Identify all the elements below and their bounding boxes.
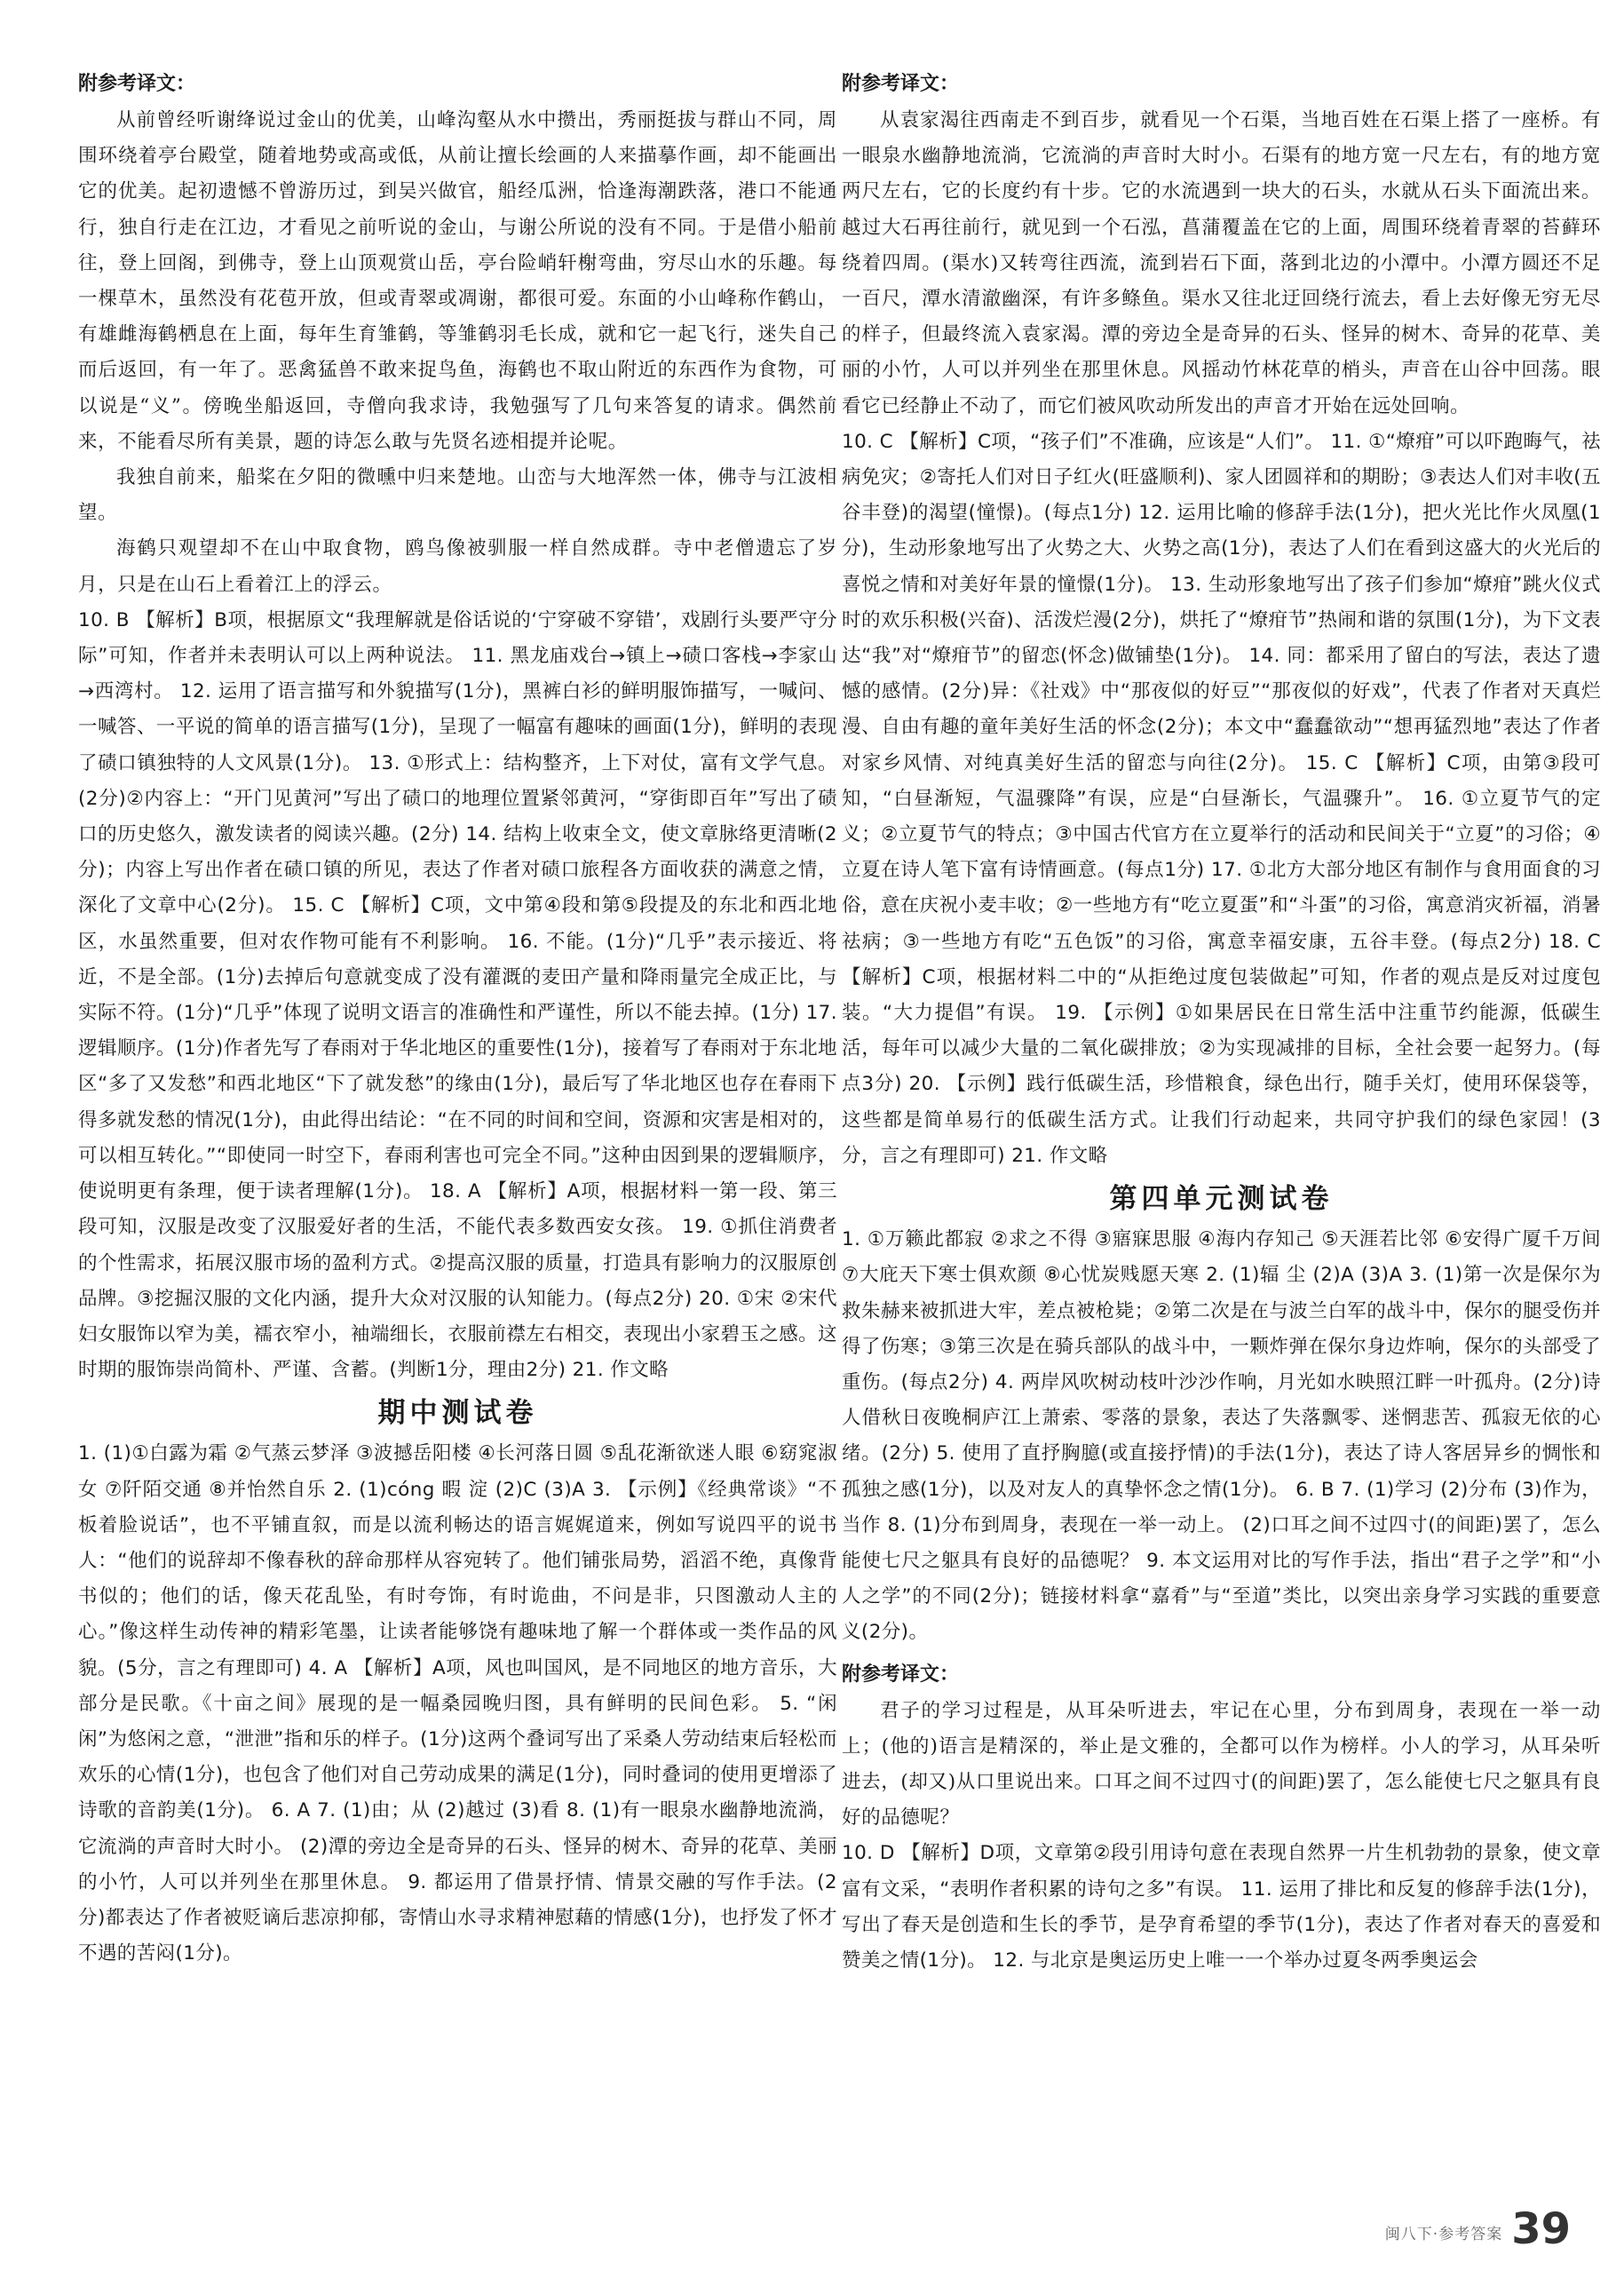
left-column	[78, 69, 837, 1972]
right-column	[842, 69, 1601, 1979]
answer-block: 10. B 【解析】B项，根据原文“我理解就是俗话说的‘宁穿破不穿错’，戏剧行头要严守分际”可知，作者并未表明认可以上两种说法。 11. 黑龙庙戏台→镇上→碛口客栈→李家山→西湾村。 12. 运用了语言描写和外貌描写(1分)，黑裤白衫的鲜明服饰描写，一喊问、一喊答、一平说的简单的语言描写(1分)，呈现了一幅富有趣味的画面(1分)，鲜明的表现了碛口镇独特的人文风景(1分)。 13. ①形式上：结构整齐，上下对仗，富有文学气息。(2分)②内容上：“开门见黄河”写出了碛口的地理位置紧邻黄河，“穿街即百年”写出了碛口的历史悠久，激发读者的阅读兴趣。(2分) 14. 结构上收束全文，使文章脉络更清晰(2分)；内容上写出作者在碛口镇的所见，表达了作者对碛口旅程各方面收获的满意之情，深化了文章中心(2分)。 15. C 【解析】C项，文中第④段和第⑤段提及的东北和西北地区，水虽然重要，但对农作物可能有不利影响。 16. 不能。(1分)“几乎”表示接近、将近，不是全部。(1分)去掉后句意就变成了没有灌溉的麦田产量和降雨量完全成正比，与实际不符。(1分)“几乎”体现了说明文语言的准确性和严谨性，所以不能去掉。(1分) 17. 逻辑顺序。(1分)作者先写了春雨对于华北地区的重要性(1分)，接着写了春雨对于东北地区“多了又发愁”和西北地区“下了就发愁”的缘由(1分)，最后写了华北地区也存在春雨下得多就发愁的情况(1分)，由此得出结论：“在不同的时间和空间，资源和灾害是相对的，可以相互转化。”“即使同一时空下，春雨利害也可完全不同。”这种由因到果的逻辑顺序，使说明更有条理，便于读者理解(1分)。 18. A 【解析】A项，根据材料一第一段、第三段可知，汉服是改变了汉服爱好者的生活，不能代表多数西安女孩。 19. ①抓住消费者的个性需求，拓展汉服市场的盈利方式。②提高汉服的质量，打造具有影响力的汉服原创品牌。③挖掘汉服的文化内涵，提升大众对汉服的认知能力。(每点2分) 20. ①宋 ②宋代妇女服饰以窄为美，襦衣窄小，袖端细长，衣服前襟左右相交，表现出小家碧玉之感。这时期的服饰崇尚简朴、严谨、含蓄。(判断1分，理由2分) 21. 作文略	[78, 608, 837, 1382]
answer-block: 1. (1)①白露为霜 ②气蒸云梦泽 ③波撼岳阳楼 ④长河落日圆 ⑤乱花渐欲迷人眼 ⑥窈窕淑女 ⑦阡陌交通 ⑧并怡然自乐 2. (1)cóng 暇 淀 (2)C (3)A 3. 【示例】《经典常谈》“不板着脸说话”，也不平铺直叙，而是以流利畅达的语言娓娓道来，例如写说四平的说书人：“他们的说辞却不像春秋的辞命那样从容宛转了。他们铺张局势，滔滔不绝，真像背书似的；他们的话，像天花乱坠，有时夸饰，有时诡曲，不问是非，只图激动人主的心。”像这样生动传神的精彩笔墨，让读者能够饶有趣味地了解一个群体或一类作品的风貌。(5分，言之有理即可) 4. A 【解析】A项，风也叫国风，是不同地区的地方音乐，大部分是民歌。《十亩之间》展现的是一幅桑园晚归图，具有鲜明的民间色彩。 5. “闲闲”为悠闲之意，“泄泄”指和乐的样子。(1分)这两个叠词写出了采桑人劳动结束后轻松而欢乐的心情(1分)，也包含了他们对自己劳动成果的满足(1分)，同时叠词的使用更增添了诗歌的音韵美(1分)。 6. A 7. (1)由；从 (2)越过 (3)看 8. (1)有一眼泉水幽静地流淌，它流淌的声音时大时小。 (2)潭的旁边全是奇异的石头、怪异的树木、奇异的花草、美丽的小竹，人可以并列坐在那里休息。 9. 都运用了借景抒情、情景交融的写作手法。(2分)都表达了作者被贬谪后悲凉抑郁，寄情山水寻求精神慰藉的情感(1分)，也抒发了怀才不遇的苦闷(1分)。	[78, 1442, 837, 1965]
section-title-unit-four: 第四单元测试卷	[1109, 1183, 1334, 1216]
section-title-midterm: 期中测试卷	[377, 1397, 538, 1430]
translation-paragraph: 海鹤只观望却不在山中取食物，鸥鸟像被驯服一样自然成群。寺中老僧遗忘了岁月，只是在山石上看着江上的浮云。	[78, 537, 837, 596]
translation-paragraph: 君子的学习过程是，从耳朵听进去，牢记在心里，分布到周身，表现在一举一动上；(他的)语言是精深的，举止是文雅的，全都可以作为榜样。小人的学习，从耳朵听进去，(却又)从口里说出来。口耳之间不过四寸(的间距)罢了，怎么能使七尺之躯具有良好的品德呢？	[842, 1699, 1601, 1830]
footer-label: 闽八下·参考答案	[1384, 2226, 1503, 2243]
answer-block: 10. D 【解析】D项，文章第②段引用诗句意在表现自然界一片生机勃勃的景象，使文章富有文采，“表明作者积累的诗句之多”有误。 11. 运用了排比和反复的修辞手法(1分)，写出了春天是创造和生长的季节，是孕育希望的季节(1分)，表达了作者对春天的喜爱和赞美之情(1分)。 12. 与北京是奥运历史上唯一一个举办过夏冬两季奥运会	[842, 1842, 1601, 1972]
translation-heading: 附参考译文：	[842, 1663, 960, 1686]
answer-block: 1. ①万籁此都寂 ②求之不得 ③寤寐思服 ④海内存知己 ⑤天涯若比邻 ⑥安得广厦千万间 ⑦大庇天下寒士俱欢颜 ⑧心忧炭贱愿天寒 2. (1)辐 尘 (2)A (3)A 3. (1)第一次是保尔为救朱赫来被抓进大牢，差点被枪毙；②第二次是在与波兰白军的战斗中，保尔的腿受伤并得了伤寒；③第三次是在骑兵部队的战斗中，一颗炸弹在保尔身边炸响，保尔的头部受了重伤。(每点2分) 4. 两岸风吹树动枝叶沙沙作响，月光如水映照江畔一叶孤舟。(2分)诗人借秋日夜晚桐庐江上萧索、零落的景象，表达了失落飘零、迷惘悲苦、孤寂无依的心绪。(2分) 5. 使用了直抒胸臆(或直接抒情)的手法(1分)，表达了诗人客居异乡的惆怅和孤独之感(1分)，以及对友人的真挚怀念之情(1分)。 6. B 7. (1)学习 (2)分布 (3)作为，当作 8. (1)分布到周身，表现在一举一动上。 (2)口耳之间不过四寸(的间距)罢了，怎么能使七尺之躯具有良好的品德呢？ 9. 本文运用对比的写作手法，指出“君子之学”和“小人之学”的不同(2分)；链接材料拿“嘉肴”与“至道”类比，以突出亲身学习实践的重要意义(2分)。	[842, 1228, 1601, 1644]
translation-paragraph: 从前曾经听谢绛说过金山的优美，山峰沟壑从水中攒出，秀丽挺拔与群山不同，周围环绕着亭台殿堂，随着地势或高或低，从前让擅长绘画的人来描摹作画，却不能画出它的优美。起初遗憾不曾游历过，到吴兴做官，船经瓜洲，恰逢海潮跌落，港口不能通行，独自行走在江边，才看见之前听说的金山，与谢公所说的没有不同。于是借小船前往，登上回阁，到佛寺，登上山顶观赏山岳，亭台险峭轩榭弯曲，穷尽山水的乐趣。每一棵草木，虽然没有花苞开放，但或青翠或凋谢，都很可爱。东面的小山峰称作鹤山，有雄雌海鹤栖息在上面，每年生育雏鹤，等雏鹤羽毛长成，就和它一起飞行，迷失自己而后返回，有一年了。恶禽猛兽不敢来捉鸟鱼，海鹤也不取山附近的东西作为食物，可以说是“义”。傍晚坐船返回，寺僧向我求诗，我勉强写了几句来答复的请求。偶然前来，不能看尽所有美景，题的诗怎么敢与先贤名迹相提并论呢。	[78, 109, 837, 453]
translation-paragraph: 我独自前来，船桨在夕阳的微曛中归来楚地。山峦与大地浑然一体，佛寺与江波相望。	[78, 466, 837, 525]
page-footer	[1384, 2204, 1571, 2254]
page-number: 39	[1511, 2204, 1571, 2254]
answer-block: 10. C 【解析】C项，“孩子们”不准确，应该是“人们”。 11. ①“燎疳”可以吓跑晦气，祛病免灾；②寄托人们对日子红火(旺盛顺利)、家人团圆祥和的期盼；③表达人们对丰收(五谷丰登)的渴望(憧憬)。(每点1分) 12. 运用比喻的修辞手法(1分)，把火光比作火凤凰(1分)，生动形象地写出了火势之大、火势之高(1分)，表达了人们在看到这盛大的火光后的喜悦之情和对美好年景的憧憬(1分)。 13. 生动形象地写出了孩子们参加“燎疳”跳火仪式时的欢乐积极(兴奋)、活泼烂漫(2分)，烘托了“燎疳节”热闹和谐的氛围(1分)，为下文表达“我”对“燎疳节”的留恋(怀念)做铺垫(1分)。 14. 同：都采用了留白的写法，表达了遗憾的感情。(2分)异：《社戏》中“那夜似的好豆”“那夜似的好戏”，代表了作者对天真烂漫、自由有趣的童年美好生活的怀念(2分)；本文中“蠢蠢欲动”“想再猛烈地”表达了作者对家乡风情、对纯真美好生活的留恋与向往(2分)。 15. C 【解析】C项，由第③段可知，“白昼渐短，气温骤降”有误，应是“白昼渐长，气温骤升”。 16. ①立夏节气的定义；②立夏节气的特点；③中国古代官方在立夏举行的活动和民间关于“立夏”的习俗；④立夏在诗人笔下富有诗情画意。(每点1分) 17. ①北方大部分地区有制作与食用面食的习俗，意在庆祝小麦丰收；②一些地方有“吃立夏蛋”和“斗蛋”的习俗，寓意消灾祈福，消暑祛病；③一些地方有吃“五色饭”的习俗，寓意幸福安康，五谷丰登。(每点2分) 18. C 【解析】C项，根据材料二中的“从拒绝过度包装做起”可知，作者的观点是反对过度包装。“大力提倡”有误。 19. 【示例】①如果居民在日常生活中注重节约能源，低碳生活，每年可以减少大量的二氧化碳排放；②为实现减排的目标，全社会要一起努力。(每点3分) 20. 【示例】践行低碳生活，珍惜粮食，绿色出行，随手关灯，使用环保袋等，这些都是简单易行的低碳生活方式。让我们行动起来，共同守护我们的绿色家园！(3分，言之有理即可) 21. 作文略	[842, 430, 1601, 1167]
translation-paragraph: 从袁家渴往西南走不到百步，就看见一个石渠，当地百姓在石渠上搭了一座桥。有一眼泉水幽静地流淌，它流淌的声音时大时小。石渠有的地方宽一尺左右，有的地方宽两尺左右，它的长度约有十步。它的水流遇到一块大的石头，水就从石头下面流出来。越过大石再往前行，就见到一个石泓，菖蒲覆盖在它的上面，周围环绕着青翠的苔藓环绕着四周。(渠水)又转弯往西流，流到岩石下面，落到北边的小潭中。小潭方圆还不足一百尺，潭水清澈幽深，有许多鲦鱼。渠水又往北迂回绕行流去，看上去好像无穷无尽的样子，但最终流入袁家渴。潭的旁边全是奇异的石头、怪异的树木、奇异的花草、美丽的小竹，人可以并列坐在那里休息。风摇动竹林花草的梢头，声音在山谷中回荡。眼看它已经静止不动了，而它们被风吹动所发出的声音才开始在远处回响。	[842, 109, 1601, 417]
translation-heading: 附参考译文：	[842, 73, 960, 95]
translation-heading: 附参考译文：	[78, 73, 196, 95]
